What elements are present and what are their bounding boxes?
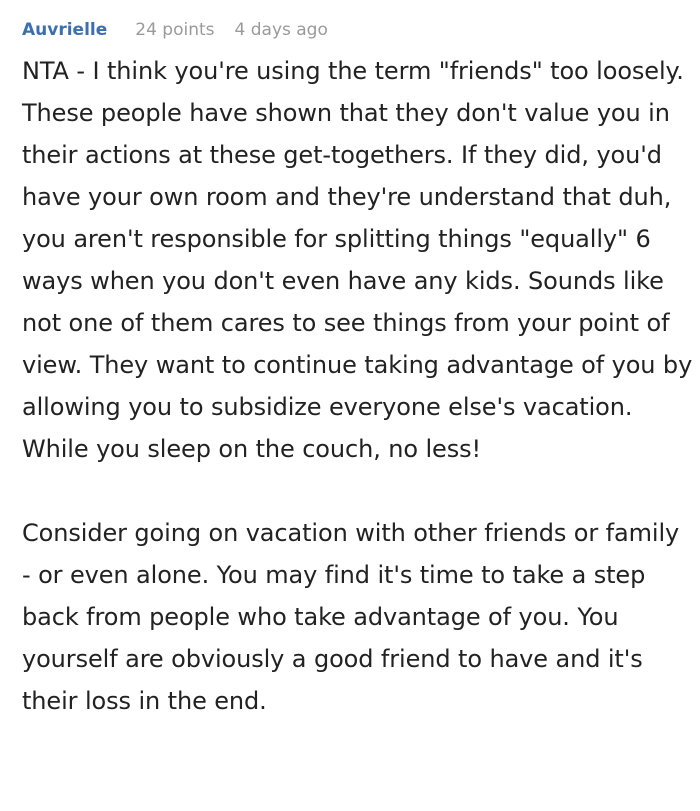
comment-body: [22, 50, 694, 722]
comment-paragraph-1: NTA - I think you're using the term "friends" too loosely. These people have shown that they don't value you in their actions at these get-togethers. If they did, you'd have your own room and they're understand that duh, you aren't responsible for splitting things "equally" 6 ways when you don't even have any kids. Sounds like not one of them cares to see things from your point of view. They want to continue taking advantage of you by allowing you to subsidize everyone else's vacation. While you sleep on the couch, no less!: [22, 57, 693, 463]
comment-author[interactable]: Auvrielle: [22, 20, 108, 40]
comment-meta: [22, 18, 694, 42]
comment: [22, 18, 694, 722]
comment-points: 24 points: [135, 20, 215, 40]
comment-paragraph-2: Consider going on vacation with other friends or family - or even alone. You may find it's time to take a step back from people who take advantage of you. You yourself are obviously a good friend to have and it's their loss in the end.: [22, 519, 680, 715]
comment-timestamp: 4 days ago: [234, 20, 328, 40]
